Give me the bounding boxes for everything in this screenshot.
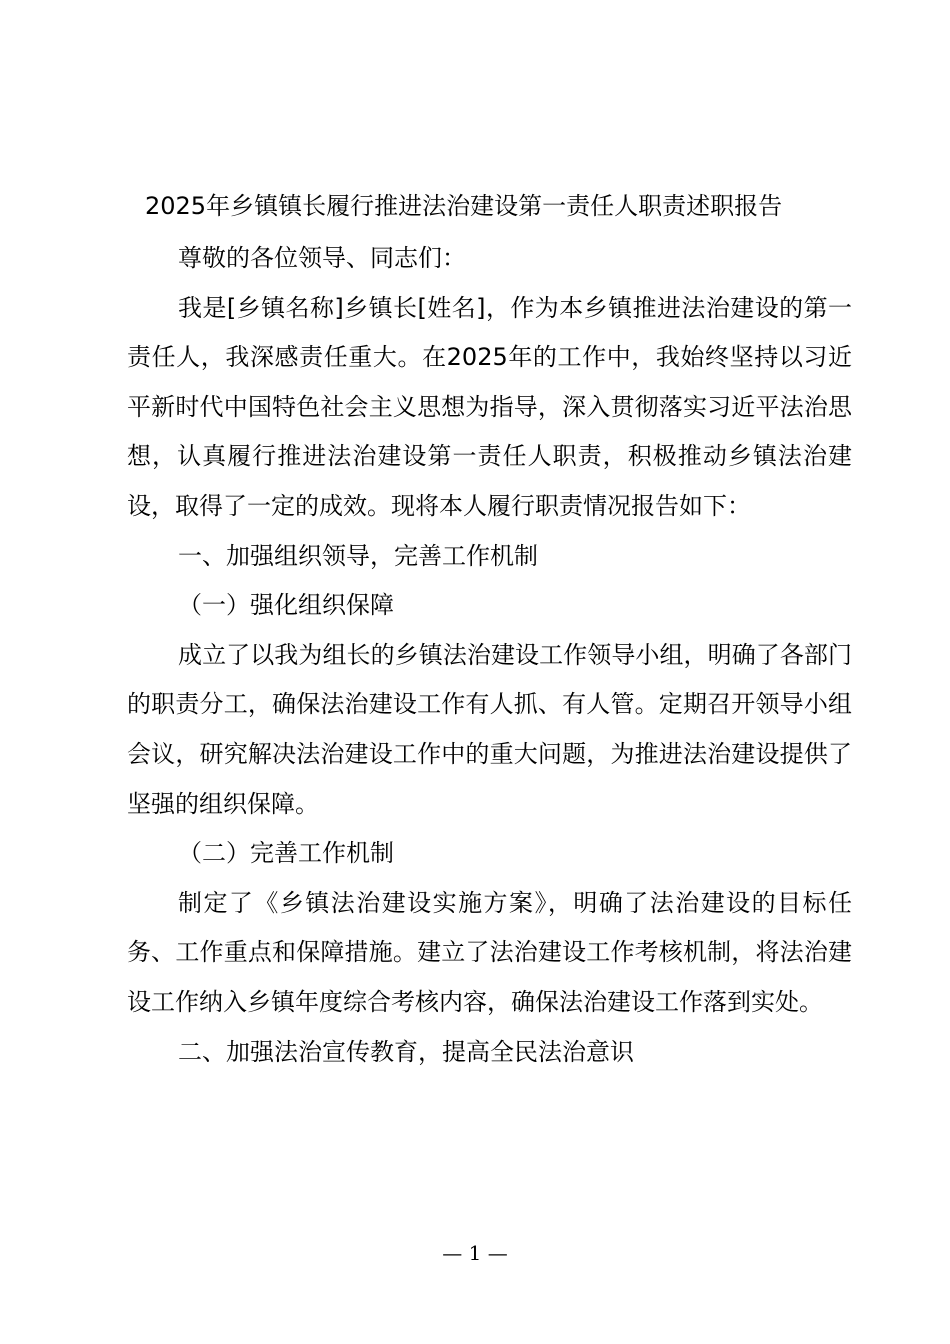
section-heading: 二、加强法治宣传教育，提高全民法治意识 xyxy=(178,1037,634,1066)
body-paragraph: 我是[乡镇名称]乡镇长[姓名]，作为本乡镇推进法治建设的第一责任人，我深感责任重大。在2025年的工作中，我始终坚持以习近平新时代中国特色社会主义思想为指导，深入贯彻落实习近平法治思想，认真履行推进法治建设第一责任人职责，积极推动乡镇法治建设，取得了一定的成效。现将本人履行职责情况报告如下： xyxy=(127,293,852,520)
document-body xyxy=(127,234,852,1077)
body-paragraph: 成立了以我为组长的乡镇法治建设工作领导小组，明确了各部门的职责分工，确保法治建设工作有人抓、有人管。定期召开领导小组会议，研究解决法治建设工作中的重大问题，为推进法治建设提供了坚强的组织保障。 xyxy=(127,640,852,818)
body-paragraph: 制定了《乡镇法治建设实施方案》，明确了法治建设的目标任务、工作重点和保障措施。建立了法治建设工作考核机制，将法治建设工作纳入乡镇年度综合考核内容，确保法治建设工作落到实处。 xyxy=(127,888,852,1016)
salutation: 尊敬的各位领导、同志们： xyxy=(178,244,466,272)
section-heading: 一、加强组织领导，完善工作机制 xyxy=(178,541,538,570)
document-title: 2025年乡镇镇长履行推进法治建设第一责任人职责述职报告 xyxy=(145,192,783,220)
page-number: — 1 — xyxy=(442,1241,508,1265)
subsection-heading: （一）强化组织保障 xyxy=(178,591,394,620)
subsection-heading: （二）完善工作机制 xyxy=(178,839,394,868)
